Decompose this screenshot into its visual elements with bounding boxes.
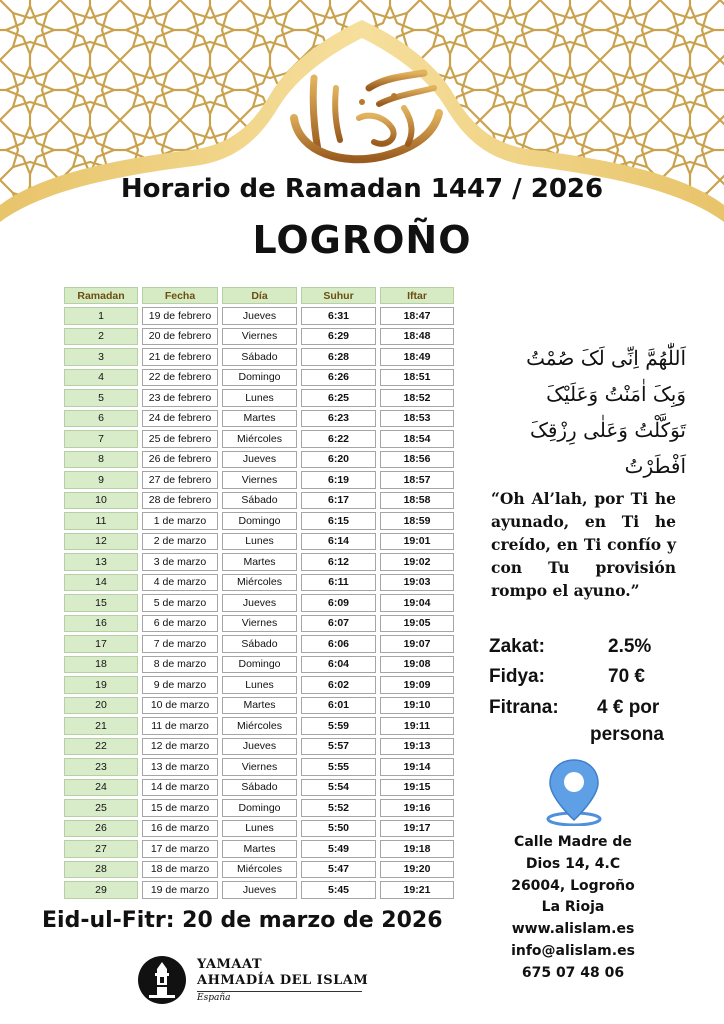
cell-suhur: 6:29 bbox=[301, 328, 376, 346]
cell-suhur: 6:25 bbox=[301, 389, 376, 407]
cell-suhur: 6:22 bbox=[301, 430, 376, 448]
cell-ramadan-day: 6 bbox=[64, 410, 138, 428]
cell-dia: Miércoles bbox=[222, 574, 297, 592]
table-row bbox=[64, 348, 454, 366]
fidya-value: 70 € bbox=[608, 666, 645, 687]
cell-dia: Lunes bbox=[222, 389, 297, 407]
table-row bbox=[64, 779, 454, 797]
table-row bbox=[64, 430, 454, 448]
cell-dia: Martes bbox=[222, 553, 297, 571]
cell-ramadan-day: 25 bbox=[64, 799, 138, 817]
cell-dia: Miércoles bbox=[222, 717, 297, 735]
cell-suhur: 6:14 bbox=[301, 533, 376, 551]
cell-suhur: 5:59 bbox=[301, 717, 376, 735]
cell-fecha: 28 de febrero bbox=[142, 492, 218, 510]
cell-fecha: 4 de marzo bbox=[142, 574, 218, 592]
cell-iftar: 18:58 bbox=[380, 492, 454, 510]
table-row bbox=[64, 676, 454, 694]
cell-dia: Martes bbox=[222, 697, 297, 715]
cell-fecha: 8 de marzo bbox=[142, 656, 218, 674]
address-line: Calle Madre de bbox=[514, 834, 632, 850]
cell-ramadan-day: 2 bbox=[64, 328, 138, 346]
cell-iftar: 19:15 bbox=[380, 779, 454, 797]
cell-fecha: 3 de marzo bbox=[142, 553, 218, 571]
cell-fecha: 6 de marzo bbox=[142, 615, 218, 633]
table-row bbox=[64, 697, 454, 715]
email-link[interactable]: info@alislam.es bbox=[511, 942, 635, 959]
cell-ramadan-day: 26 bbox=[64, 820, 138, 838]
table-row bbox=[64, 574, 454, 592]
cell-ramadan-day: 18 bbox=[64, 656, 138, 674]
cell-suhur: 6:01 bbox=[301, 697, 376, 715]
cell-dia: Sábado bbox=[222, 492, 297, 510]
cell-iftar: 18:47 bbox=[380, 307, 454, 325]
cell-suhur: 6:19 bbox=[301, 471, 376, 489]
cell-suhur: 6:04 bbox=[301, 656, 376, 674]
cell-dia: Viernes bbox=[222, 615, 297, 633]
dua-arabic-line: وَبِکَ اٰمَنْتُ وَعَلَیْکَ bbox=[546, 382, 686, 406]
cell-iftar: 18:51 bbox=[380, 369, 454, 387]
cell-iftar: 19:21 bbox=[380, 881, 454, 899]
cell-suhur: 5:55 bbox=[301, 758, 376, 776]
cell-iftar: 19:08 bbox=[380, 656, 454, 674]
cell-suhur: 6:15 bbox=[301, 512, 376, 530]
table-row bbox=[64, 389, 454, 407]
table-row bbox=[64, 820, 454, 838]
cell-suhur: 5:52 bbox=[301, 799, 376, 817]
cell-dia: Sábado bbox=[222, 779, 297, 797]
cell-fecha: 10 de marzo bbox=[142, 697, 218, 715]
address-line: 26004, Logroño bbox=[511, 877, 635, 894]
fitrana-label: Fitrana: bbox=[489, 697, 559, 718]
cell-fecha: 14 de marzo bbox=[142, 779, 218, 797]
fitrana-value-unit: persona bbox=[590, 724, 664, 745]
cell-iftar: 19:07 bbox=[380, 635, 454, 653]
cell-suhur: 5:57 bbox=[301, 738, 376, 756]
cell-dia: Viernes bbox=[222, 328, 297, 346]
cell-suhur: 6:26 bbox=[301, 369, 376, 387]
zakat-value: 2.5% bbox=[608, 636, 652, 657]
cell-iftar: 19:02 bbox=[380, 553, 454, 571]
cell-ramadan-day: 11 bbox=[64, 512, 138, 530]
cell-ramadan-day: 21 bbox=[64, 717, 138, 735]
cell-dia: Miércoles bbox=[222, 430, 297, 448]
cell-suhur: 5:47 bbox=[301, 861, 376, 879]
cell-iftar: 19:03 bbox=[380, 574, 454, 592]
cell-fecha: 1 de marzo bbox=[142, 512, 218, 530]
cell-iftar: 18:52 bbox=[380, 389, 454, 407]
cell-ramadan-day: 17 bbox=[64, 635, 138, 653]
cell-ramadan-day: 10 bbox=[64, 492, 138, 510]
cell-ramadan-day: 4 bbox=[64, 369, 138, 387]
table-row bbox=[64, 861, 454, 879]
cell-ramadan-day: 9 bbox=[64, 471, 138, 489]
cell-fecha: 19 de febrero bbox=[142, 307, 218, 325]
cell-dia: Martes bbox=[222, 410, 297, 428]
cell-iftar: 19:05 bbox=[380, 615, 454, 633]
cell-suhur: 6:06 bbox=[301, 635, 376, 653]
organization-name-line1: YAMAAT bbox=[197, 957, 263, 972]
ramadan-schedule-table bbox=[60, 284, 458, 902]
cell-iftar: 19:16 bbox=[380, 799, 454, 817]
table-row bbox=[64, 717, 454, 735]
cell-fecha: 15 de marzo bbox=[142, 799, 218, 817]
cell-iftar: 18:53 bbox=[380, 410, 454, 428]
cell-suhur: 5:50 bbox=[301, 820, 376, 838]
cell-ramadan-day: 3 bbox=[64, 348, 138, 366]
cell-fecha: 19 de marzo bbox=[142, 881, 218, 899]
location-pin-icon bbox=[545, 758, 603, 826]
cell-ramadan-day: 28 bbox=[64, 861, 138, 879]
column-header-iftar: Iftar bbox=[380, 287, 454, 304]
cell-fecha: 25 de febrero bbox=[142, 430, 218, 448]
dua-arabic-line: اَفْطَرْتُ bbox=[624, 454, 686, 478]
cell-iftar: 18:59 bbox=[380, 512, 454, 530]
table-header-row bbox=[64, 287, 454, 304]
cell-dia: Lunes bbox=[222, 676, 297, 694]
column-header-ramadan: Ramadan bbox=[64, 287, 138, 304]
phone-number: 675 07 48 06 bbox=[521, 964, 625, 981]
table-row bbox=[64, 738, 454, 756]
cell-fecha: 22 de febrero bbox=[142, 369, 218, 387]
organization-name-line2: AHMADÍA DEL ISLAM bbox=[197, 973, 369, 988]
cell-suhur: 6:09 bbox=[301, 594, 376, 612]
cell-iftar: 18:56 bbox=[380, 451, 454, 469]
table-row bbox=[64, 656, 454, 674]
cell-dia: Jueves bbox=[222, 594, 297, 612]
cell-dia: Lunes bbox=[222, 533, 297, 551]
table-row bbox=[64, 451, 454, 469]
cell-ramadan-day: 1 bbox=[64, 307, 138, 325]
cell-iftar: 18:54 bbox=[380, 430, 454, 448]
cell-fecha: 18 de marzo bbox=[142, 861, 218, 879]
page-title: Horario de Ramadan 1447 / 2026 bbox=[120, 174, 604, 204]
table-row bbox=[64, 471, 454, 489]
cell-fecha: 17 de marzo bbox=[142, 840, 218, 858]
table-row bbox=[64, 881, 454, 899]
cell-suhur: 6:20 bbox=[301, 451, 376, 469]
cell-ramadan-day: 29 bbox=[64, 881, 138, 899]
table-row bbox=[64, 758, 454, 776]
cell-dia: Domingo bbox=[222, 369, 297, 387]
cell-ramadan-day: 23 bbox=[64, 758, 138, 776]
cell-ramadan-day: 14 bbox=[64, 574, 138, 592]
cell-ramadan-day: 20 bbox=[64, 697, 138, 715]
cell-dia: Sábado bbox=[222, 635, 297, 653]
cell-dia: Jueves bbox=[222, 451, 297, 469]
cell-iftar: 19:01 bbox=[380, 533, 454, 551]
cell-fecha: 23 de febrero bbox=[142, 389, 218, 407]
cell-ramadan-day: 7 bbox=[64, 430, 138, 448]
cell-iftar: 19:13 bbox=[380, 738, 454, 756]
cell-dia: Domingo bbox=[222, 656, 297, 674]
cell-fecha: 9 de marzo bbox=[142, 676, 218, 694]
cell-dia: Sábado bbox=[222, 348, 297, 366]
cell-suhur: 6:12 bbox=[301, 553, 376, 571]
website-link[interactable]: www.alislam.es bbox=[511, 921, 635, 938]
cell-fecha: 2 de marzo bbox=[142, 533, 218, 551]
cell-dia: Domingo bbox=[222, 799, 297, 817]
table-row bbox=[64, 615, 454, 633]
cell-ramadan-day: 19 bbox=[64, 676, 138, 694]
cell-iftar: 19:18 bbox=[380, 840, 454, 858]
cell-suhur: 5:45 bbox=[301, 881, 376, 899]
cell-iftar: 19:20 bbox=[380, 861, 454, 879]
cell-iftar: 19:17 bbox=[380, 820, 454, 838]
table-row bbox=[64, 307, 454, 325]
cell-ramadan-day: 15 bbox=[64, 594, 138, 612]
dua-arabic-line: اَللّٰهُمَّ اِنِّی لَکَ صُمْتُ bbox=[526, 346, 686, 370]
cell-fecha: 16 de marzo bbox=[142, 820, 218, 838]
table-row bbox=[64, 553, 454, 571]
cell-dia: Lunes bbox=[222, 820, 297, 838]
dua-arabic-line: تَوَکَّلْتُ وَعَلٰى رِزْقِکَ bbox=[529, 418, 686, 442]
city-name: LOGROÑO bbox=[252, 218, 472, 262]
calligraphy-text: رمضان كريم bbox=[361, 170, 367, 171]
cell-fecha: 24 de febrero bbox=[142, 410, 218, 428]
table-row bbox=[64, 799, 454, 817]
cell-fecha: 20 de febrero bbox=[142, 328, 218, 346]
cell-ramadan-day: 8 bbox=[64, 451, 138, 469]
eid-date: Eid-ul-Fitr: 20 de marzo de 2026 bbox=[42, 908, 443, 933]
cell-dia: Viernes bbox=[222, 758, 297, 776]
fidya-label: Fidya: bbox=[489, 666, 545, 687]
cell-iftar: 18:48 bbox=[380, 328, 454, 346]
column-header-fecha: Fecha bbox=[142, 287, 218, 304]
table-row bbox=[64, 328, 454, 346]
mosque-minaret-logo-icon bbox=[137, 955, 187, 1005]
table-row bbox=[64, 635, 454, 653]
cell-fecha: 27 de febrero bbox=[142, 471, 218, 489]
cell-iftar: 19:10 bbox=[380, 697, 454, 715]
fitrana-value: 4 € por bbox=[597, 697, 660, 718]
cell-iftar: 18:57 bbox=[380, 471, 454, 489]
table-row bbox=[64, 512, 454, 530]
cell-dia: Jueves bbox=[222, 881, 297, 899]
address-line: Dios 14, 4.C bbox=[525, 855, 621, 872]
cell-fecha: 11 de marzo bbox=[142, 717, 218, 735]
table-row bbox=[64, 533, 454, 551]
cell-dia: Domingo bbox=[222, 512, 297, 530]
cell-ramadan-day: 27 bbox=[64, 840, 138, 858]
cell-iftar: 18:49 bbox=[380, 348, 454, 366]
cell-suhur: 6:31 bbox=[301, 307, 376, 325]
cell-suhur: 5:54 bbox=[301, 779, 376, 797]
cell-dia: Jueves bbox=[222, 307, 297, 325]
cell-fecha: 21 de febrero bbox=[142, 348, 218, 366]
table-row bbox=[64, 410, 454, 428]
table-row bbox=[64, 492, 454, 510]
address-line: La Rioja bbox=[541, 899, 605, 916]
cell-dia: Viernes bbox=[222, 471, 297, 489]
cell-ramadan-day: 5 bbox=[64, 389, 138, 407]
cell-suhur: 6:02 bbox=[301, 676, 376, 694]
cell-fecha: 5 de marzo bbox=[142, 594, 218, 612]
cell-suhur: 6:07 bbox=[301, 615, 376, 633]
organization-country: España bbox=[197, 993, 231, 1003]
column-header-suhur: Suhur bbox=[301, 287, 376, 304]
column-header-dia: Día bbox=[222, 287, 297, 304]
cell-ramadan-day: 12 bbox=[64, 533, 138, 551]
cell-suhur: 6:28 bbox=[301, 348, 376, 366]
cell-dia: Miércoles bbox=[222, 861, 297, 879]
dua-spanish-translation: “Oh Al’lah, por Ti he ayunado, en Ti he creído, en Ti confío y con Tu provisión rompo el ayuno.” bbox=[491, 489, 676, 600]
cell-dia: Martes bbox=[222, 840, 297, 858]
cell-suhur: 6:23 bbox=[301, 410, 376, 428]
dua-arabic bbox=[486, 340, 686, 484]
cell-ramadan-day: 16 bbox=[64, 615, 138, 633]
cell-iftar: 19:04 bbox=[380, 594, 454, 612]
table-row bbox=[64, 840, 454, 858]
cell-ramadan-day: 24 bbox=[64, 779, 138, 797]
cell-iftar: 19:14 bbox=[380, 758, 454, 776]
cell-dia: Jueves bbox=[222, 738, 297, 756]
cell-ramadan-day: 22 bbox=[64, 738, 138, 756]
table-row bbox=[64, 594, 454, 612]
cell-fecha: 7 de marzo bbox=[142, 635, 218, 653]
organization-divider bbox=[197, 991, 362, 992]
cell-suhur: 5:49 bbox=[301, 840, 376, 858]
contact-block bbox=[488, 832, 658, 985]
cell-iftar: 19:11 bbox=[380, 717, 454, 735]
cell-fecha: 13 de marzo bbox=[142, 758, 218, 776]
cell-fecha: 26 de febrero bbox=[142, 451, 218, 469]
cell-ramadan-day: 13 bbox=[64, 553, 138, 571]
cell-suhur: 6:11 bbox=[301, 574, 376, 592]
ramadan-calligraphy-logo bbox=[274, 58, 454, 173]
cell-iftar: 19:09 bbox=[380, 676, 454, 694]
cell-fecha: 12 de marzo bbox=[142, 738, 218, 756]
table-row bbox=[64, 369, 454, 387]
zakat-label: Zakat: bbox=[489, 636, 545, 657]
cell-suhur: 6:17 bbox=[301, 492, 376, 510]
